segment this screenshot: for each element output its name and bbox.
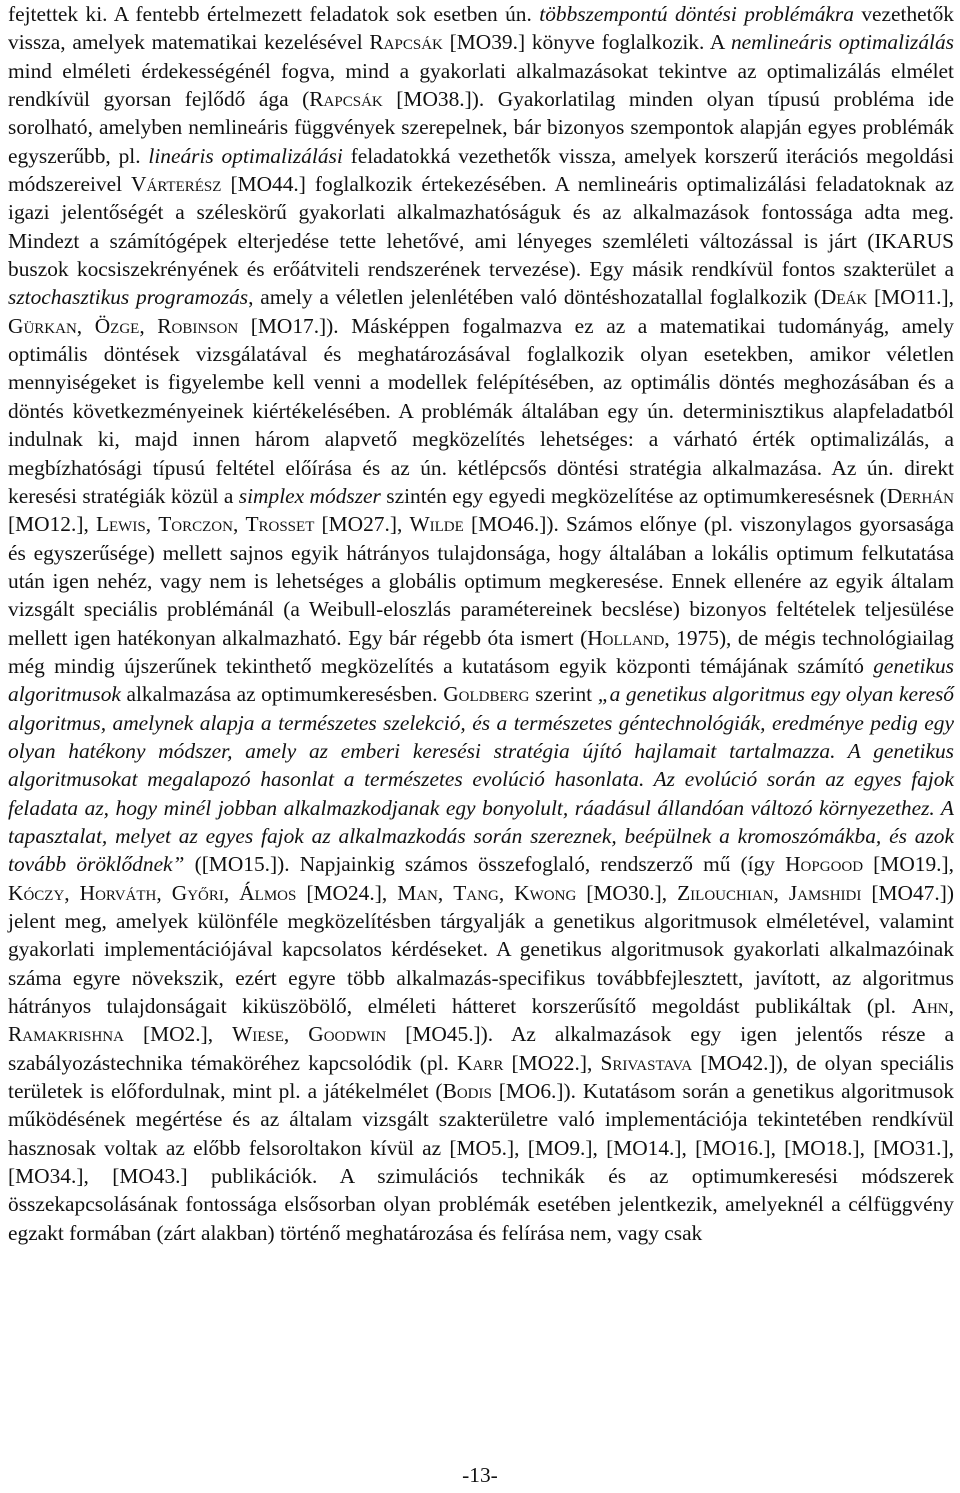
text-run: [MO27.],	[314, 512, 410, 537]
body-paragraph	[8, 0, 954, 1247]
text-run: , amely a véletlen jelenlétében való döntéshozatallal foglalkozik (	[248, 285, 821, 310]
author-name: Rapcsák	[309, 87, 383, 112]
text-run: ,	[948, 994, 954, 1019]
author-name: Man	[397, 880, 438, 905]
author-name: Tang	[453, 880, 499, 905]
text-run: alkalmazása az optimumkeresésben.	[120, 682, 444, 707]
text-run: mind elméleti érdekességénél fogva, mind a gyakorlati alkalmazásokat tekintve az optimalizálás elmélet rendkívül gyorsan fejlődő ága (	[8, 58, 954, 112]
italic-term: többszempontú döntési problémákra	[539, 2, 854, 26]
text-run: [MO17.]). Másképpen fogalmazva ez az a matematikai tudományág, amely optimális döntések vizsgálatával és meghatározásával foglalkozik olyan esetekben, amikor véletlen mennyiségeket is figyelembe kell venni a modellek felépítésében, az optimális döntés meghozásában és a döntés következményeinek kiértékelésében. A problémák általában egy ún. determinisztikus alapfeladatból indulnak ki, majd innen három alapvető megközelítés lehetséges: a várható érték optimalizálás, a megbízhatósági típusú feltétel előírása és az ún. kétlépcsős döntési stratégia alkalmazása. Az ún. direkt keresési stratégiák közül a	[8, 313, 954, 508]
text-run: ,	[498, 880, 515, 905]
text-run: ,	[76, 313, 95, 338]
italic-term: nemlineáris optimalizálás	[730, 30, 954, 55]
text-run: [MO39.] könyve foglalkozik. A	[442, 30, 731, 55]
author-name: Goldberg	[443, 682, 530, 707]
text-run: ,	[283, 1022, 309, 1047]
text-run: [MO42.]), de olyan speciális területek is előfordulnak, mint pl. a játékelmélet (	[8, 1050, 954, 1104]
text-run: [MO11.],	[867, 285, 954, 310]
text-run: ,	[139, 313, 158, 338]
author-name: Srivastava	[600, 1050, 693, 1075]
author-name: Gürkan	[8, 313, 77, 338]
text-run: [MO38.]). Gyakorlatilag minden olyan típusú probléma ide sorolható, amelyben nemlineáris függvények szerepelnek, bár bizonyos szempontok alapján egyes problémák egyszerűbb, pl.	[8, 87, 954, 168]
text-run: ,	[145, 512, 159, 537]
text-run: szerint	[529, 682, 598, 707]
author-name: Karr	[457, 1050, 504, 1075]
author-name: Wilde	[409, 512, 464, 537]
italic-term: genetikus algoritmusok	[8, 653, 954, 707]
text-run: ,	[232, 512, 246, 537]
text-run: [MO2.],	[123, 1022, 233, 1047]
text-run: ([MO15.]). Napjainkig számos összefoglaló, rendszerző mű (így	[184, 852, 786, 877]
italic-term: simplex módszer	[238, 483, 381, 508]
author-name: Lewis	[95, 512, 146, 537]
author-name: Özge	[94, 313, 140, 338]
author-name: Rapcsák	[369, 30, 443, 55]
document-page	[8, 0, 954, 1247]
text-run: [MO47.]) jelent meg, amelyek különféle megközelítésben tárgyalják a genetikus algoritmusok elméletével, valamint gyakorlati implementációjával kapcsolatos kérdéseket. A genetikus algoritmusok gyakorlati alkalmazóinak száma egyre növekszik, ezért egyre több alkalmazás-specifikus továbbfejlesztett, javított, az algoritmus hátrányos tulajdonságait kiküszöbölő, elméleti hátteret korszerűsítő megoldást publikáltak (pl.	[8, 880, 954, 1019]
author-name: Robinson	[157, 313, 239, 338]
text-run: vezethetők vissza, amelyek matematikai kezelésével	[8, 2, 955, 55]
text-run: ,	[773, 880, 789, 905]
text-run: ,	[156, 880, 172, 905]
author-name: Holland	[587, 625, 665, 650]
author-name: Bodis	[442, 1079, 492, 1104]
text-run: [MO6.]). Kutatásom során a genetikus algoritmusok működésének megértése és az általam vizsgált szakterületre való implementációja tekintetében rendkívül hasznosak voltak az előbb felsoroltakon kívül az [MO5.], [MO9.], [MO14.], [MO16.], [MO18.], [MO31.], [MO34.], [MO43.] publikációk. A szimulációs technikák és az optimumkeresési módszerek összekapcsolásának fontossága elsősorban olyan problémák esetében jelentkezik, amelyeknél a célfüggvény egzakt formában (zárt alakban) történő meghatározása és felírása nem, vagy csak	[8, 1079, 954, 1245]
text-run: , 1975), de mégis technológiailag még mindig újszerűnek tekinthető megközelítés a kutatásom egyik központi témájának számító	[8, 625, 955, 678]
text-run: fejtettek ki. A fentebb értelmezett feladatok sok esetben ún.	[8, 2, 540, 26]
text-run: [MO44.] foglalkozik értekezésében. A nemlineáris optimalizálási feladatoknak az igazi jelentőségét a széleskörű gyakorlati alkalmazhatóságuk és az alkalmazások fontossága adta meg. Mindezt a számítógépek elterjedése tette lehetővé, ami lényeges szemléleti változással is járt (IKARUS buszok kocsiszekrényének és erőátviteli rendszerének tervezése). Egy másik rendkívül fontos szakterület a	[8, 172, 954, 282]
author-name: Deák	[820, 285, 868, 310]
italic-term: sztochasztikus programozás	[8, 285, 249, 310]
italic-quote: „a genetikus algoritmus egy olyan kereső algoritmus, amelynek alapja a természetes szelekció, és a természetes géntechnológiák, eredménye pedig egy olyan hatékony módszer, amely az emberi keresési stratégia újító hajlamait tartalmazza. A genetikus algoritmusokat megalapozó hasonlat a természetes evolúció hasonlata. Az evolúció során az egyes fajok feladata az, hogy minél jobban alkalmazkodjanak egy bonyolult, ráadásul állandóan változó környezethez. A tapasztalat, melyet az egyes fajok az alkalmazkodás során szereznek, beépülnek a kromoszómákba, és azok tovább öröklődnek”	[8, 682, 955, 877]
text-run: [MO30.],	[576, 880, 678, 905]
author-name: Wiese	[232, 1022, 284, 1047]
text-run: szintén egy egyedi megközelítése az optimumkeresésnek (	[380, 483, 887, 508]
text-run: [MO45.]). Az alkalmazások egy igen jelentős része a szabályozástechnika témaköréhez kapcsolódik (pl.	[8, 1022, 954, 1075]
author-name: Hopgood	[785, 852, 864, 877]
author-name: Torczon	[158, 512, 233, 537]
author-name: Ramakrishna	[8, 1022, 124, 1047]
author-name: Kwong	[514, 880, 577, 905]
text-run: ,	[223, 880, 240, 905]
author-name: Ahn	[911, 994, 949, 1019]
text-run: ,	[437, 880, 454, 905]
italic-term: lineáris optimalizálási	[148, 143, 343, 168]
author-name: Trosset	[245, 512, 315, 537]
text-run: [MO22.],	[503, 1050, 601, 1075]
author-name: Győri	[171, 880, 224, 905]
text-run: [MO19.],	[863, 852, 954, 877]
author-name: Derhán	[886, 483, 955, 508]
author-name: Kóczy	[8, 880, 65, 905]
text-run: feladatokká vezethetők vissza, amelyek korszerű iterációs megoldási módszereivel	[8, 143, 955, 197]
text-run: [MO24.],	[296, 880, 398, 905]
author-name: Horváth	[79, 880, 157, 905]
author-name: Álmos	[239, 880, 297, 905]
author-name: Zilouchian	[677, 880, 774, 905]
text-run: [MO12.],	[8, 512, 96, 537]
author-name: Jamshidi	[788, 880, 862, 905]
page-number: -13-	[462, 1463, 498, 1487]
text-run: ,	[64, 880, 80, 905]
text-run: [MO46.]). Számos előnye (pl. viszonylagos gyorsasága és egyszerűsége) mellett sajnos egyik hátrányos tulajdonsága, hogy általában a lokális optimum felkutatása után igen nehéz, vagy nem is lehetséges a globális optimum megkeresése. Ennek ellenére az egyik általam vizsgált speciális problémánál (a Weibull-eloszlás paramétereinek becslése) bizonyos feltételek teljesülése mellett igen hatékonyan alkalmazható. Egy bár régebb óta ismert (	[8, 512, 954, 650]
author-name: Goodwin	[308, 1022, 387, 1047]
author-name: Várterész	[131, 172, 222, 197]
